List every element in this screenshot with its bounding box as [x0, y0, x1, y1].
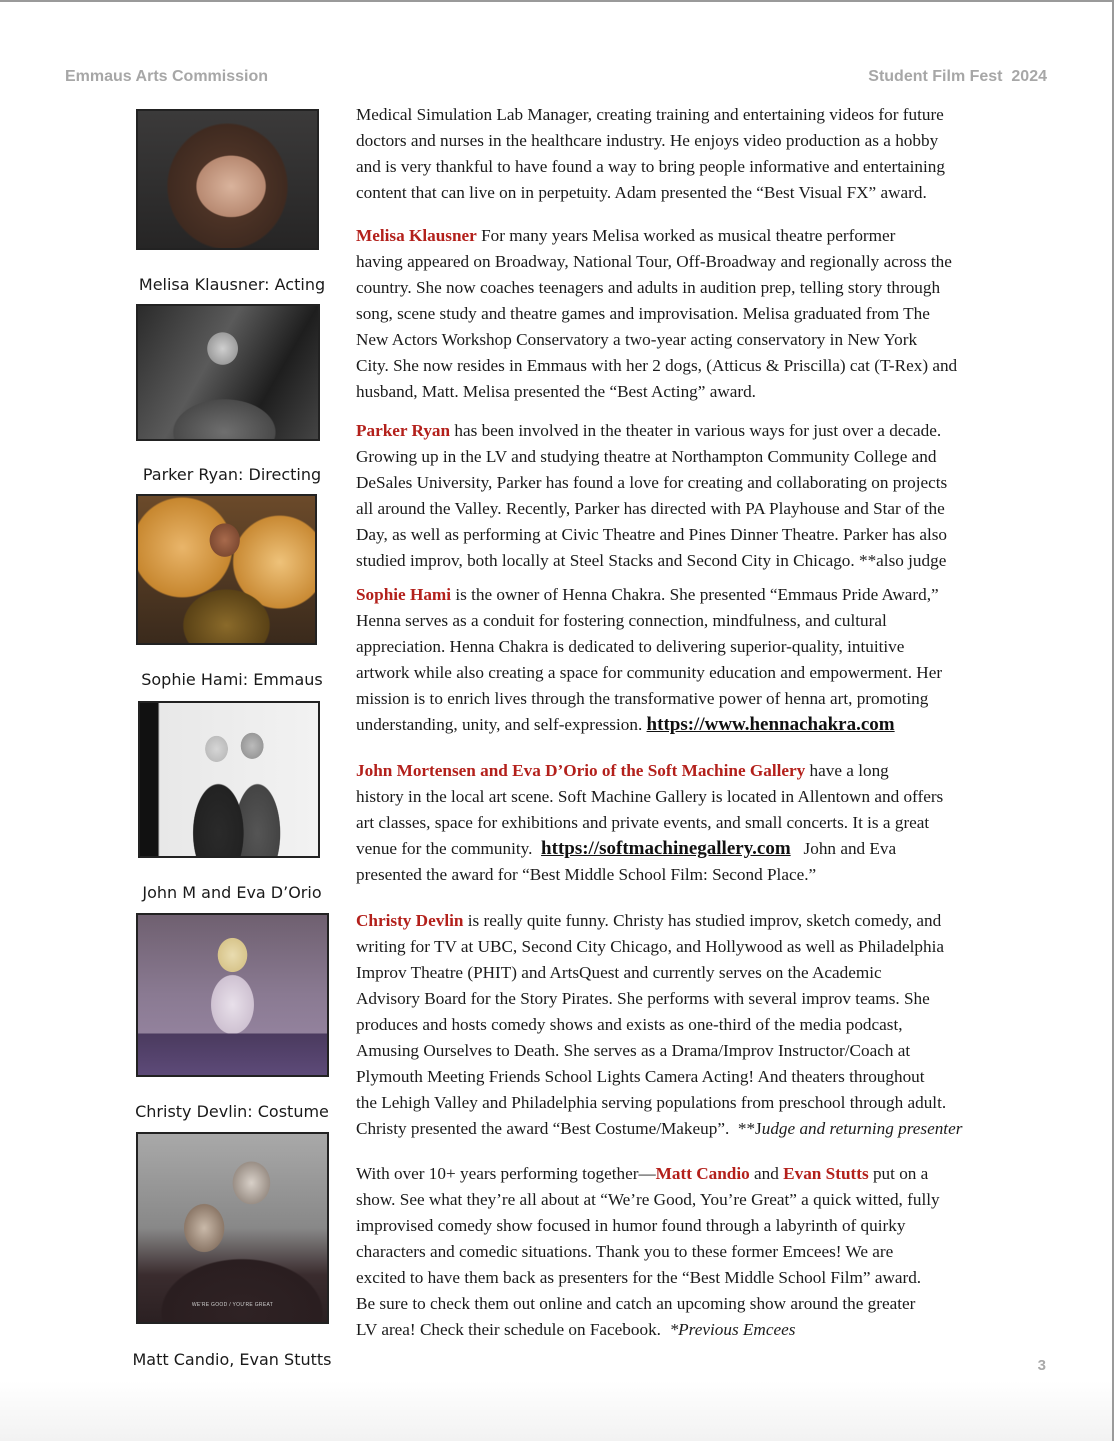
bio-line	[356, 1116, 1016, 1142]
bio-line: writing for TV at UBC, Second City Chicago, and Hollywood as well as Philadelphia	[356, 937, 944, 956]
photo-parker-ryan	[136, 304, 320, 441]
bio-line: show. See what they’re all about at “We’re Good, You’re Great” a quick witted, fully	[356, 1190, 940, 1209]
bio-sophie	[356, 582, 1016, 738]
bio-line: produces and hosts comedy shows and exists as one-third of the media podcast,	[356, 1015, 903, 1034]
bio-adam	[356, 102, 1016, 206]
bio-line: Improv Theatre (PHIT) and ArtsQuest and currently serves on the Academic	[356, 963, 882, 982]
bio-line: Amusing Ourselves to Death. She serves as a Drama/Improv Instructor/Coach at	[356, 1041, 911, 1060]
album-cover-title: WE'RE GOOD / YOU'RE GREAT	[191, 1302, 274, 1308]
bio-line	[356, 1161, 1016, 1187]
bio-line	[356, 758, 1016, 784]
photo-melisa-klausner	[136, 109, 319, 250]
bio-line	[356, 582, 1016, 608]
bio-line: artwork while also creating a space for community education and empowerment. Her	[356, 663, 943, 682]
presenter-name: Parker Ryan	[356, 421, 451, 440]
bio-text: understanding, unity, and self-expression.	[356, 715, 647, 734]
bio-line: Plymouth Meeting Friends School Lights Camera Acting! And theaters throughout	[356, 1067, 925, 1086]
bio-text: For many years Melisa worked as musical theatre performer	[476, 226, 896, 245]
bio-line: Advisory Board for the Story Pirates. She performs with several improv teams. She	[356, 989, 930, 1008]
bio-line: Henna serves as a conduit for fostering connection, mindfulness, and cultural	[356, 611, 887, 630]
bio-text: has been involved in the theater in various ways for just over a decade.	[450, 421, 942, 440]
bio-line: Be sure to check them out online and catch an upcoming show around the greater	[356, 1294, 916, 1313]
bio-text: have a long	[805, 761, 889, 780]
bio-text: is really quite funny. Christy has studied improv, sketch comedy, and	[463, 911, 942, 930]
page-border-top	[0, 0, 1114, 2]
caption-john-eva: John M and Eva D’Orio	[142, 883, 322, 902]
bio-line: country. She now coaches teenagers and adults in audition prep, telling story through	[356, 278, 941, 297]
bio-line: City. She now resides in Emmaus with her 2 dogs, (Atticus & Priscilla) cat (T-Rex) and	[356, 356, 958, 375]
bio-text: Christy presented the award “Best Costume/Makeup”. **J	[356, 1119, 762, 1138]
bio-text: and	[749, 1164, 784, 1183]
bio-line: the Lehigh Valley and Philadelphia serving populations from preschool through adult.	[356, 1093, 947, 1112]
bio-christy	[356, 908, 1016, 1142]
bio-melisa	[356, 223, 1016, 405]
bio-text: With over 10+ years performing together—	[356, 1164, 656, 1183]
page-number: 3	[1037, 1357, 1046, 1374]
bio-line: DeSales University, Parker has found a love for creating and collaborating on projects	[356, 473, 948, 492]
bio-parker	[356, 418, 1016, 574]
photo-john-and-eva	[138, 701, 320, 858]
caption-christy: Christy Devlin: Costume	[135, 1102, 329, 1121]
bio-line: Day, as well as performing at Civic Theatre and Pines Dinner Theatre. Parker has also	[356, 525, 948, 544]
bio-line: presented the award for “Best Middle School Film: Second Place.”	[356, 865, 817, 884]
bio-text: LV area! Check their schedule on Facebook.	[356, 1320, 670, 1339]
bio-gallery	[356, 758, 1016, 888]
bio-line: having appeared on Broadway, National Tour, Off-Broadway and regionally across the	[356, 252, 952, 271]
bio-line: studied improv, both locally at Steel Stacks and Second City in Chicago. **also judge	[356, 551, 947, 570]
header-event: Student Film Fest 2024	[868, 68, 1047, 85]
caption-matt-evan: Matt Candio, Evan Stutts	[132, 1350, 332, 1369]
bio-line: New Actors Workshop Conservatory a two-year acting conservatory in New York	[356, 330, 918, 349]
bio-line: characters and comedic situations. Thank you to these former Emcees! We are	[356, 1242, 894, 1261]
presenter-name: Matt Candio	[655, 1164, 750, 1183]
presenter-name: Christy Devlin	[356, 911, 464, 930]
header-organization: Emmaus Arts Commission	[65, 68, 269, 85]
photo-matt-evan	[136, 1132, 329, 1324]
judge-note: udge and returning presenter	[761, 1119, 963, 1138]
bio-line: song, scene study and theatre games and improvisation. Melisa graduated from The	[356, 304, 930, 323]
bio-line: all around the Valley. Recently, Parker has directed with PA Playhouse and Star of the	[356, 499, 945, 518]
bio-text: is the owner of Henna Chakra. She presented “Emmaus Pride Award,”	[451, 585, 939, 604]
caption-sophie: Sophie Hami: Emmaus	[141, 670, 323, 689]
bio-line: doctors and nurses in the healthcare industry. He enjoys video production as a hobby	[356, 131, 939, 150]
soft-machine-gallery-link[interactable]: https://softmachinegallery.com	[541, 838, 791, 859]
bio-line: mission is to enrich lives through the transformative power of henna art, promoting	[356, 689, 929, 708]
bio-text: venue for the community.	[356, 839, 542, 858]
bio-line: history in the local art scene. Soft Machine Gallery is located in Allentown and offers	[356, 787, 944, 806]
henna-chakra-link[interactable]: https://www.hennachakra.com	[646, 714, 895, 735]
photo-christy-devlin	[136, 913, 329, 1077]
emcee-note: *Previous Emcees	[669, 1320, 796, 1339]
bio-line: appreciation. Henna Chakra is dedicated to delivering superior-quality, intuitive	[356, 637, 905, 656]
bio-text: John and Eva	[790, 839, 897, 858]
bio-line	[356, 223, 1016, 249]
bio-line: Medical Simulation Lab Manager, creating training and entertaining videos for future	[356, 105, 944, 124]
bio-line	[356, 1317, 1016, 1343]
bio-emcees	[356, 1161, 1016, 1343]
caption-parker: Parker Ryan: Directing	[142, 465, 322, 484]
bio-text: put on a	[868, 1164, 929, 1183]
presenter-name: John Mortensen and Eva D’Orio of the Soft Machine Gallery	[356, 761, 806, 780]
photo-sophie-hami	[136, 494, 317, 645]
presenter-name: Melisa Klausner	[356, 226, 477, 245]
presenter-name: Evan Stutts	[783, 1164, 869, 1183]
bio-line	[356, 836, 1016, 862]
bio-line: and is very thankful to have found a way to bring people informative and entertaining	[356, 157, 945, 176]
caption-melisa: Melisa Klausner: Acting	[138, 275, 326, 294]
bio-line: excited to have them back as presenters for the “Best Middle School Film” award.	[356, 1268, 922, 1287]
bio-line: husband, Matt. Melisa presented the “Best Acting” award.	[356, 382, 756, 401]
bio-line	[356, 908, 1016, 934]
page-bottom-shadow	[0, 1381, 1112, 1441]
bio-line	[356, 712, 1016, 738]
bio-line: Growing up in the LV and studying theatre at Northampton Community College and	[356, 447, 937, 466]
bio-line: improvised comedy show focused in humor found through a labyrinth of quirky	[356, 1216, 906, 1235]
bio-line: art classes, space for exhibitions and private events, and small concerts. It is a great	[356, 813, 930, 832]
bio-line: content that can live on in perpetuity. Adam presented the “Best Visual FX” award.	[356, 183, 927, 202]
bio-line	[356, 418, 1016, 444]
presenter-name: Sophie Hami	[356, 585, 452, 604]
